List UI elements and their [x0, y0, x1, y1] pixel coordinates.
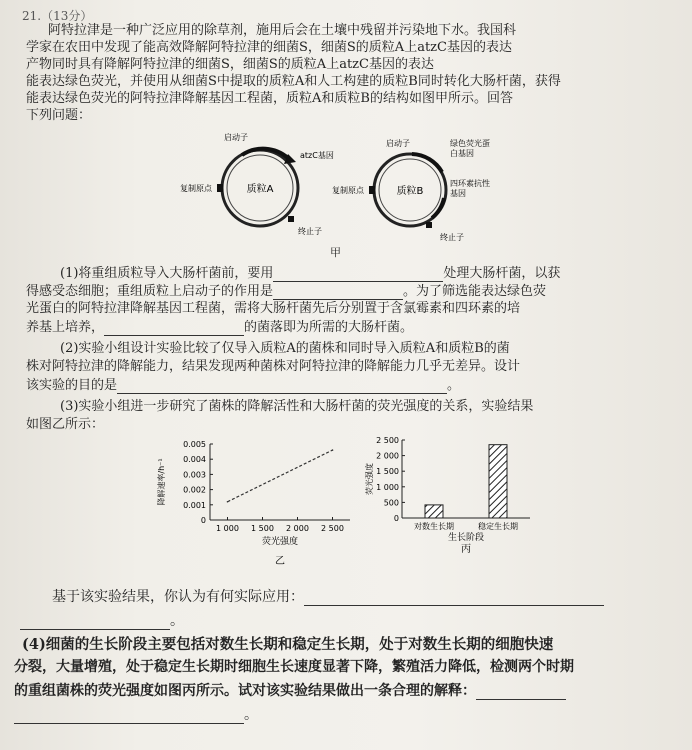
- q2-line-3-a: 该实验的目的是: [26, 378, 118, 393]
- plasmid-a: [180, 132, 334, 236]
- answer-blank-8[interactable]: [14, 706, 244, 724]
- y-tick-label: 0.001: [183, 500, 206, 510]
- q1-line-2-a: 得感受态细胞；重组质粒上启动子的作用是: [26, 284, 274, 299]
- x-tick-label: 2 000: [286, 524, 309, 533]
- q3-apply-end: 。: [170, 613, 184, 629]
- q3-line-2: 如图乙所示：: [26, 417, 105, 432]
- q1-line-1-b: 处理大肠杆菌，以获: [443, 266, 561, 281]
- tet-gene-arc: [432, 198, 444, 218]
- chart-bing-axes: [402, 440, 530, 518]
- chart-yi-xlabel: 荧光强度: [261, 537, 299, 547]
- data-point: [332, 449, 334, 451]
- q3-apply-a: 基于该实验结果，你认为有何实际应用：: [52, 589, 304, 605]
- y-tick-label: 1 000: [376, 482, 399, 492]
- chart-yi-axes: [210, 444, 350, 520]
- answer-blank-2[interactable]: [273, 282, 403, 300]
- q4-line-3-text: 的重组菌株的荧光强度如图丙所示。试对该实验结果做出一条合理的解释：: [14, 683, 476, 699]
- plasmid-b-gene-2: 白基因: [450, 149, 474, 158]
- plasmid-b-name: 质粒B: [396, 186, 424, 197]
- q3-apply: [52, 588, 604, 606]
- category-label: 稳定生长期: [478, 522, 518, 531]
- x-tick-label: 1 000: [216, 524, 239, 533]
- q1-line-4-b: 的菌落即为所需的大肠杆菌。: [244, 320, 414, 335]
- q2-line-3-b: 。: [447, 378, 461, 393]
- q1-line-1-a: (1)将重组质粒导入大肠杆菌前，要用: [60, 266, 274, 281]
- q3-apply-line-2: [20, 612, 184, 630]
- plasmid-b-origin: 复制原点: [332, 186, 364, 195]
- chart-bing: [360, 430, 560, 580]
- q1-line-4: [26, 318, 413, 336]
- q1-line-2-b: 。为了筛选能表达绿色荧: [403, 284, 547, 299]
- q1-line-1: [60, 264, 560, 282]
- chart-bing-label: 丙: [461, 544, 471, 555]
- chart-bing-xlabel: 生长阶段: [447, 533, 485, 543]
- category-label: 对数生长期: [414, 522, 454, 531]
- y-tick-label: 0.004: [183, 455, 206, 465]
- q1-line-4-a: 养基上培养，: [26, 320, 105, 335]
- figure-jia: [150, 128, 510, 258]
- chart-yi-series: [227, 449, 334, 502]
- q4-line-1: (4)细菌的生长阶段主要包括对数生长期和稳定生长期，处于对数生长期的细胞快速: [22, 636, 554, 653]
- y-tick-label: 2 000: [376, 451, 399, 461]
- terminator-mark: [288, 216, 294, 222]
- answer-blank-7[interactable]: [476, 682, 566, 700]
- q2-line-1: (2)实验小组设计实验比较了仅导入质粒A的菌株和同时导入质粒A和质粒B的菌: [60, 341, 510, 356]
- intro-line-3: 产物同时具有降解阿特拉津的细菌S，细菌S的质粒A上atzC基因的表达: [26, 57, 434, 72]
- q3-line-1: (3)实验小组进一步研究了菌株的降解活性和大肠杆菌的荧光强度的关系，实验结果: [60, 399, 534, 414]
- intro-line-1: 阿特拉津是一种广泛应用的除草剂，施用后会在土壤中残留并污染地下水。我国科: [48, 23, 517, 38]
- plasmid-b-resist-2: 基因: [450, 189, 466, 198]
- q1-line-2: [26, 282, 546, 300]
- answer-blank-3[interactable]: [104, 318, 244, 336]
- q4-line-4-end: 。: [244, 707, 258, 723]
- plasmid-b-terminator: 终止子: [440, 233, 464, 242]
- y-tick-label: 0.005: [183, 440, 206, 449]
- chart-yi: [150, 430, 370, 580]
- x-tick-label: 1 500: [251, 524, 274, 533]
- answer-blank-6[interactable]: [20, 612, 170, 630]
- figure-jia-label: 甲: [330, 246, 341, 259]
- intro-line-6: 下列问题：: [26, 108, 92, 123]
- intro-line-5: 能表达绿色荧光的阿特拉津降解基因工程菌，质粒A和质粒B的结构如图甲所示。回答: [26, 91, 513, 106]
- intro-line-2: 学家在农田中发现了能高效降解阿特拉津的细菌S，细菌S的质粒A上atzC基因的表达: [26, 40, 512, 55]
- answer-blank-1[interactable]: [273, 264, 443, 282]
- origin-mark-b: [369, 186, 375, 194]
- terminator-mark-b: [426, 222, 432, 228]
- y-tick-label: 0.002: [183, 485, 206, 495]
- q4-line-4: [14, 706, 258, 724]
- bar: [489, 445, 507, 518]
- y-tick-label: 0.003: [183, 470, 206, 480]
- plasmid-a-origin: 复制原点: [180, 184, 212, 193]
- question-number: 21.（13分）: [22, 9, 93, 23]
- q1-line-3: 光蛋白的阿特拉津降解基因工程菌，需将大肠杆菌先后分别置于含氯霉素和四环素的培: [26, 301, 521, 316]
- y-tick-label: 0: [200, 516, 206, 525]
- answer-blank-4[interactable]: [117, 376, 447, 394]
- q4-line-2: 分裂，大量增殖，处于稳定生长期时细胞生长速度显著下降，繁殖活力降低，检测两个时期: [14, 659, 574, 675]
- intro-line-4: 能表达绿色荧光，并使用从细菌S中提取的质粒A和人工构建的质粒B同时转化大肠杆菌，获得: [26, 74, 561, 89]
- answer-blank-5[interactable]: [304, 588, 604, 606]
- chart-yi-y-ticks: [183, 440, 213, 525]
- chart-yi-label: 乙: [275, 556, 285, 567]
- y-tick-label: 0: [393, 514, 399, 523]
- plasmid-b-gene-1: 绿色荧光蛋: [450, 139, 490, 148]
- plasmid-a-name: 质粒A: [246, 184, 274, 195]
- y-tick-label: 500: [383, 498, 399, 508]
- q2-line-3: [26, 376, 460, 394]
- plasmid-a-gene: atzC基因: [300, 151, 334, 160]
- x-tick-label: 2 500: [321, 524, 344, 533]
- chart-bing-y-ticks: [376, 436, 405, 523]
- q4-line-3: [14, 682, 566, 700]
- plasmid-b-promoter: 启动子: [386, 139, 410, 148]
- plasmid-b-resist-1: 四环素抗性: [450, 179, 490, 188]
- plasmid-b: [332, 138, 490, 242]
- plasmid-a-promoter: 启动子: [224, 133, 248, 142]
- plasmid-a-terminator: 终止子: [298, 227, 322, 236]
- chart-yi-ylabel: 降解速率/h⁻¹: [157, 458, 166, 506]
- bar: [425, 505, 443, 518]
- origin-mark: [217, 184, 223, 192]
- y-tick-label: 2 500: [376, 436, 399, 445]
- chart-bing-ylabel: 荧光强度: [365, 463, 374, 495]
- gfp-gene-arc: [412, 154, 442, 172]
- data-point: [227, 501, 229, 503]
- y-tick-label: 1 500: [376, 467, 399, 477]
- q2-line-2: 株对阿特拉津的降解能力，结果发现两种菌株对阿特拉津的降解能力几乎无差异。设计: [26, 359, 521, 374]
- series-line: [228, 450, 333, 502]
- chart-yi-x-ticks: [216, 517, 344, 533]
